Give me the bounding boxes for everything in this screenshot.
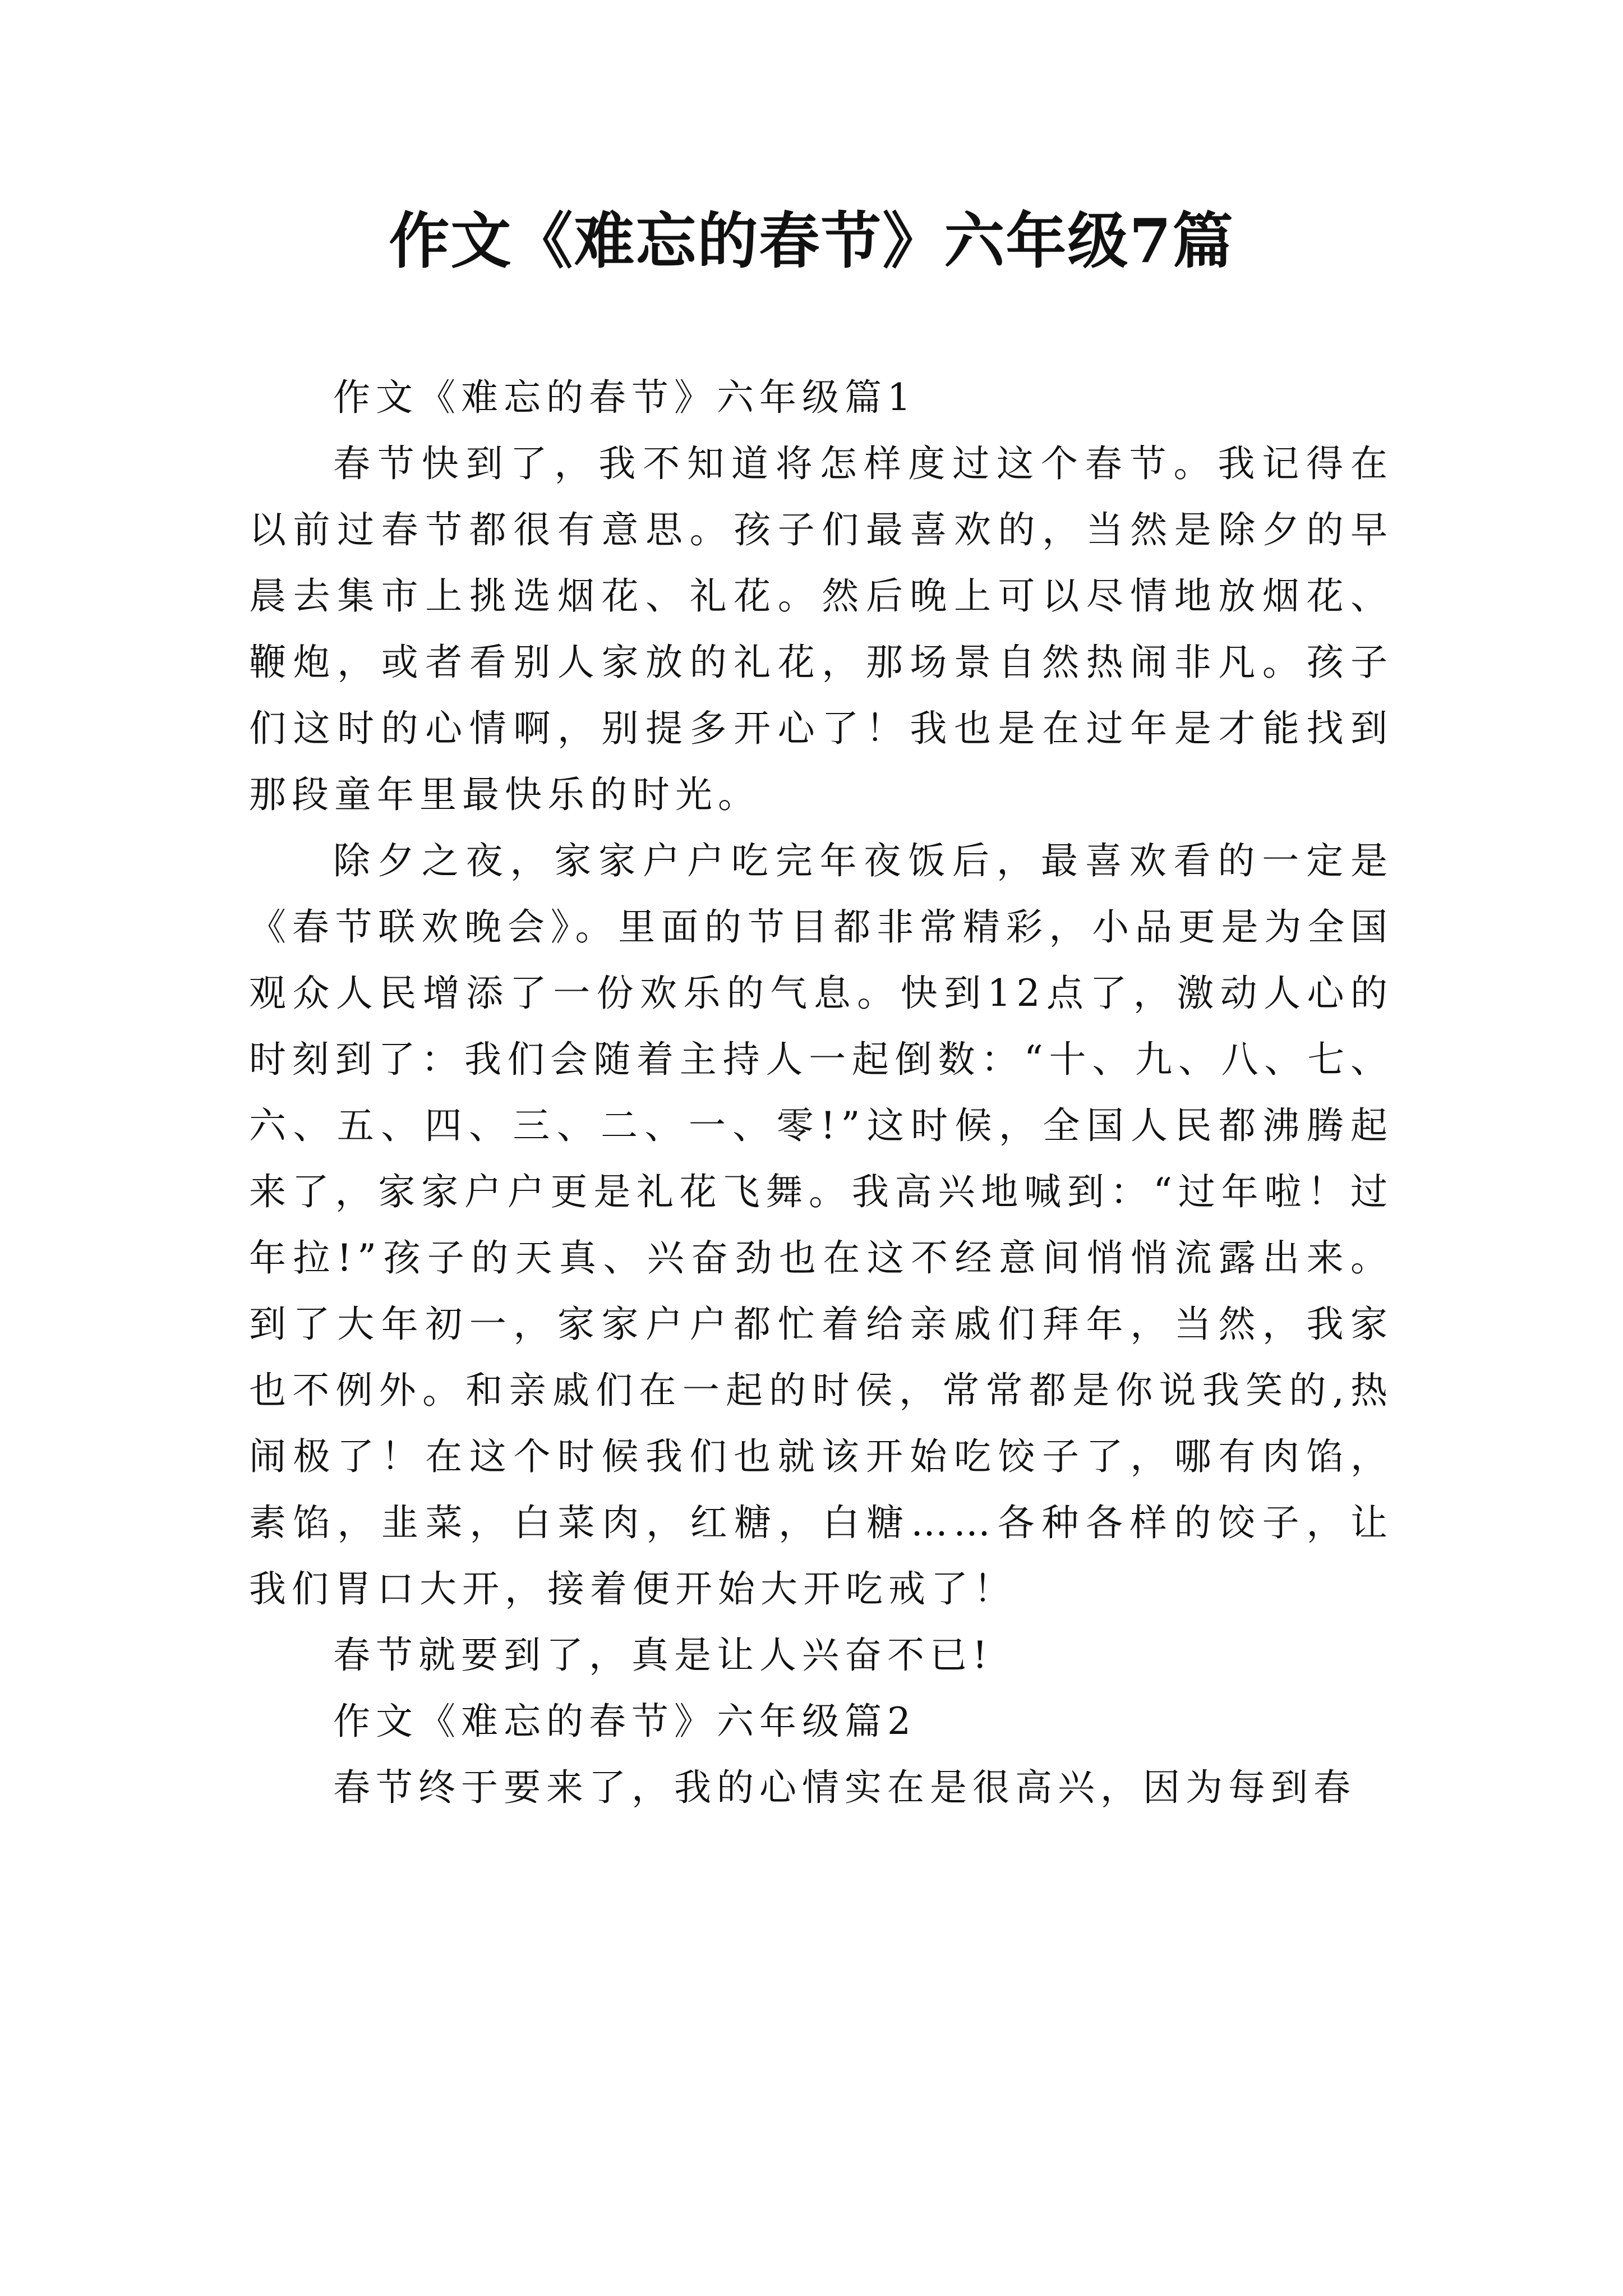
document-body	[249, 365, 1393, 1821]
paragraph-2: 除夕之夜，家家户户吃完年夜饭后，最喜欢看的一定是《春节联欢晚会》。里面的节目都非常精彩，小品更是为全国观众人民增添了一份欢乐的气息。快到12点了，激动人心的时刻到了：我们会随着主持人一起倒数：“十、九、八、七、六、五、四、三、二、一、零!”这时候，全国人民都沸腾起来了，家家户户更是礼花飞舞。我高兴地喊到：“过年啦！过年拉!”孩子的天真、兴奋劲也在这不经意间悄悄流露出来。到了大年初一，家家户户都忙着给亲戚们拜年，当然，我家也不例外。和亲戚们在一起的时侯，常常都是你说我笑的,热闹极了！在这个时候我们也就该开始吃饺子了，哪有肉馅，素馅，韭菜，白菜肉，红糖，白糖……各种各样的饺子，让我们胃口大开，接着便开始大开吃戒了！	[249, 839, 1393, 1611]
paragraph-1: 春节快到了，我不知道将怎样度过这个春节。我记得在以前过春节都很有意思。孩子们最喜欢的，当然是除夕的早晨去集市上挑选烟花、礼花。然后晚上可以尽情地放烟花、鞭炮，或者看别人家放的礼花，那场景自然热闹非凡。孩子们这时的心情啊，别提多开心了！我也是在过年是才能找到那段童年里最快乐的时光。	[249, 442, 1393, 816]
section-heading-2: 作文《难忘的春节》六年级篇2	[333, 1700, 916, 1743]
section-heading-1: 作文《难忘的春节》六年级篇1	[333, 376, 916, 419]
paragraph-3: 春节就要到了，真是让人兴奋不已!	[333, 1634, 993, 1677]
document-title: 作文《难忘的春节》六年级7篇	[389, 206, 1234, 277]
paragraph-4: 春节终于要来了，我的心情实在是很高兴，因为每到春	[333, 1766, 1356, 1809]
